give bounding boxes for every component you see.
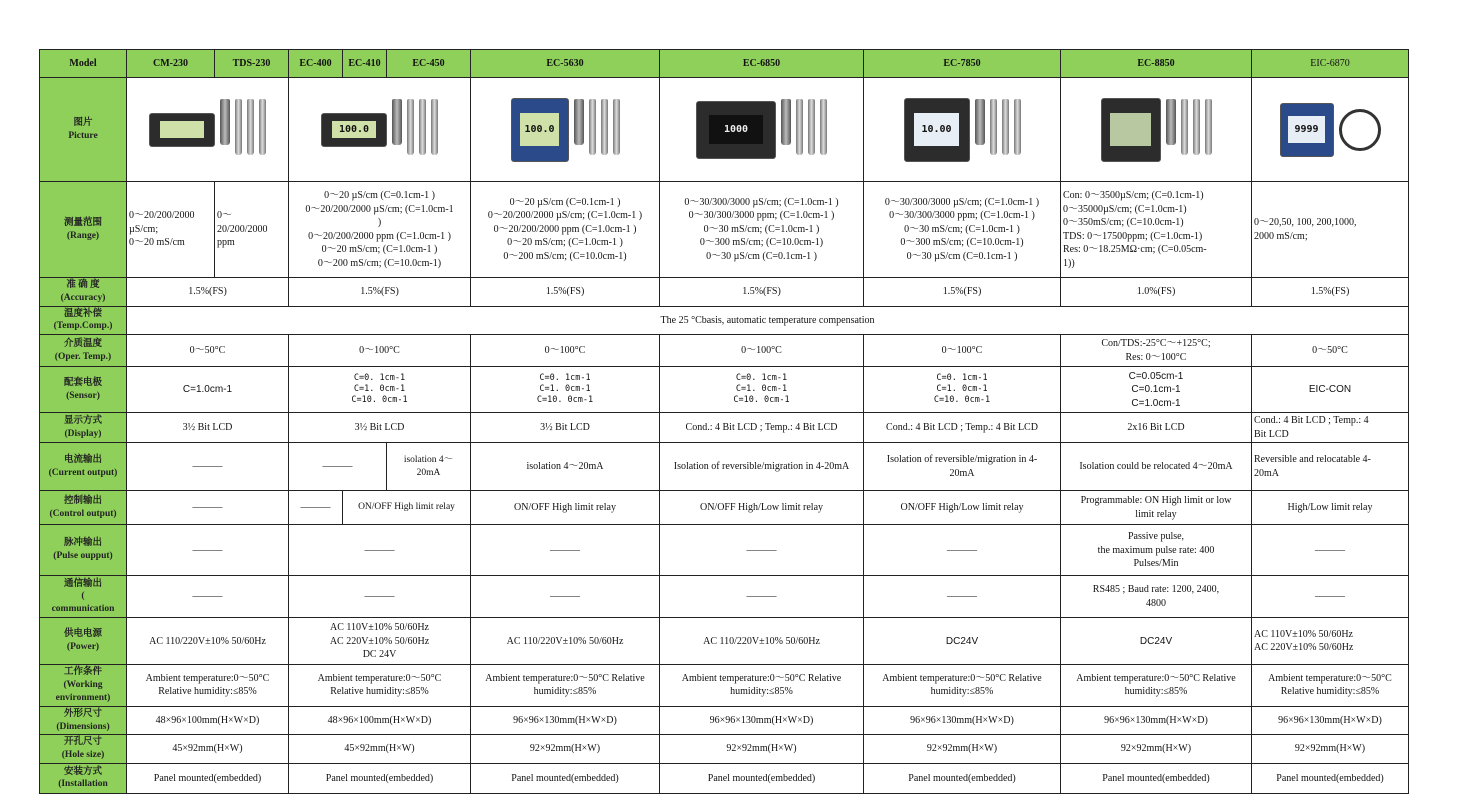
pulse-cell: ———	[864, 525, 1061, 576]
oper-temp-cell: 0～50°C	[127, 335, 289, 367]
pulse-cell: Passive pulse, the maximum pulse rate: 400 Pulses/Min	[1061, 525, 1252, 576]
picture-ec8850	[1061, 78, 1252, 182]
header-row	[40, 50, 1409, 78]
range-ec6850: 0～30/300/3000 µS/cm; (C=1.0cm-1 ) 0～30/300/3000 ppm; (C=1.0cm-1 ) 0～30 mS/cm; (C=1.0cm-1 ) 0～300 mS/cm; (C=10.0cm-1) 0～30 µS/cm (C=0.1cm-1 )	[660, 182, 864, 278]
current-cell: ———	[289, 443, 387, 491]
row-label-accuracy: 准 确 度 (Accuracy)	[40, 278, 127, 307]
row-label-range: 测量范围 (Range)	[40, 182, 127, 278]
power-cell: AC 110/220V±10% 50/60Hz	[660, 618, 864, 665]
range-ec5630: 0～20 µS/cm (C=0.1cm-1 ) 0～20/200/2000 µS/cm; (C=1.0cm-1 ) 0～20/200/2000 ppm (C=1.0cm-1 ) 0～20 mS/cm; (C=1.0cm-1 ) 0～200 mS/cm; (C=10.0cm-1)	[471, 182, 660, 278]
working-cell: Ambient temperature:0～50°C Relative humidity:≤85%	[1061, 665, 1252, 706]
comm-cell: ———	[471, 576, 660, 618]
pulse-cell: ———	[660, 525, 864, 576]
comm-cell: ———	[660, 576, 864, 618]
current-cell: Isolation could be relocated 4～20mA	[1061, 443, 1252, 491]
model-ec8850: EC-8850	[1061, 50, 1252, 78]
sensor-cell: C=0. 1cm-1 C=1. 0cm-1 C=10. 0cm-1	[660, 367, 864, 413]
hole-cell: 45×92mm(H×W)	[127, 735, 289, 764]
picture-ec5630	[471, 78, 660, 182]
installation-cell: Panel mounted(embedded)	[127, 763, 289, 793]
model-ec6850: EC-6850	[660, 50, 864, 78]
display-cell: Cond.: 4 Bit LCD ; Temp.: 4 Bit LCD	[1252, 413, 1409, 443]
control-cell: ———	[289, 491, 343, 525]
current-cell: isolation 4～20mA	[471, 443, 660, 491]
hole-cell: 92×92mm(H×W)	[471, 735, 660, 764]
picture-ec6850	[660, 78, 864, 182]
range-eic6870: 0～20,50, 100, 200,1000, 2000 mS/cm;	[1252, 182, 1409, 278]
display-cell: 3½ Bit LCD	[471, 413, 660, 443]
accuracy-cell: 1.5%(FS)	[864, 278, 1061, 307]
row-label-power: 供电电源 (Power)	[40, 618, 127, 665]
range-cm230: 0～20/200/2000 µS/cm; 0～20 mS/cm	[127, 182, 215, 278]
sensor-cell: C=0.05cm-1 C=0.1cm-1 C=1.0cm-1	[1061, 367, 1252, 413]
row-label-sensor: 配套电极 (Sensor)	[40, 367, 127, 413]
current-cell: Isolation of reversible/migration in 4-20mA	[660, 443, 864, 491]
installation-cell: Panel mounted(embedded)	[289, 763, 471, 793]
row-label-working: 工作条件 (Working environment)	[40, 665, 127, 706]
display-row	[40, 413, 1409, 443]
range-row	[40, 182, 1409, 278]
probe-image	[975, 99, 1021, 161]
installation-row	[40, 763, 1409, 793]
accuracy-cell: 1.0%(FS)	[1061, 278, 1252, 307]
picture-cm230	[127, 78, 289, 182]
current-cell: Isolation of reversible/migration in 4- 20mA	[864, 443, 1061, 491]
row-label-pulse: 脉冲输出 (Pulse oupput)	[40, 525, 127, 576]
picture-ec7850	[864, 78, 1061, 182]
comm-cell: ———	[1252, 576, 1409, 618]
pulse-cell: ———	[127, 525, 289, 576]
range-ec7850: 0～30/300/3000 µS/cm; (C=1.0cm-1 ) 0～30/300/3000 ppm; (C=1.0cm-1 ) 0～30 mS/cm; (C=1.0cm-1 ) 0～300 mS/cm; (C=10.0cm-1) 0～30 µS/cm (C=0.1cm-1 )	[864, 182, 1061, 278]
comm-cell: ———	[289, 576, 471, 618]
comm-cell: RS485 ; Baud rate: 1200, 2400, 4800	[1061, 576, 1252, 618]
working-cell: Ambient temperature:0～50°C Relative humidity:≤85%	[127, 665, 289, 706]
row-label-temp-comp: 温度补偿 (Temp.Comp.)	[40, 306, 127, 335]
row-label-hole: 开孔尺寸 (Hole size)	[40, 735, 127, 764]
installation-cell: Panel mounted(embedded)	[471, 763, 660, 793]
hole-cell: 92×92mm(H×W)	[1061, 735, 1252, 764]
control-cell: ———	[127, 491, 289, 525]
hole-cell: 92×92mm(H×W)	[864, 735, 1061, 764]
sensor-cell: EIC-CON	[1252, 367, 1409, 413]
spec-table	[39, 49, 1409, 794]
accuracy-cell: 1.5%(FS)	[127, 278, 289, 307]
probe-image	[1166, 99, 1212, 161]
current-cell: isolation 4～ 20mA	[387, 443, 471, 491]
probe-image	[220, 99, 266, 161]
installation-cell: Panel mounted(embedded)	[660, 763, 864, 793]
temp-comp-row	[40, 306, 1409, 335]
working-cell: Ambient temperature:0～50°C Relative humidity:≤85%	[471, 665, 660, 706]
model-cm230: CM-230	[127, 50, 215, 78]
accuracy-cell: 1.5%(FS)	[471, 278, 660, 307]
comm-cell: ———	[127, 576, 289, 618]
meter-image	[1101, 98, 1161, 162]
accuracy-row	[40, 278, 1409, 307]
row-label-communication: 通信输出 ( communication	[40, 576, 127, 618]
power-cell: AC 110V±10% 50/60Hz AC 220V±10% 50/60Hz	[1252, 618, 1409, 665]
range-ec8850: Con: 0～3500µS/cm; (C=0.1cm-1) 0～35000µS/cm; (C=1.0cm-1) 0～350mS/cm; (C=10.0cm-1) TDS: 0～17500ppm; (C=1.0cm-1) Res: 0～18.25MΩ·cm; (C=0.05cm- 1))	[1061, 182, 1252, 278]
picture-ec400	[289, 78, 471, 182]
power-cell: DC24V	[864, 618, 1061, 665]
control-cell: ON/OFF High limit relay	[471, 491, 660, 525]
control-cell: ON/OFF High/Low limit relay	[864, 491, 1061, 525]
working-cell: Ambient temperature:0～50°C Relative humidity:≤85%	[864, 665, 1061, 706]
probe-image	[781, 99, 827, 161]
model-header: Model	[40, 50, 127, 78]
display-cell: Cond.: 4 Bit LCD ; Temp.: 4 Bit LCD	[660, 413, 864, 443]
working-cell: Ambient temperature:0～50°C Relative humidity:≤85%	[1252, 665, 1409, 706]
cable-sensor-image	[1339, 109, 1381, 151]
row-label-display: 显示方式 (Display)	[40, 413, 127, 443]
hole-size-row	[40, 735, 1409, 764]
control-cell: ON/OFF High limit relay	[343, 491, 471, 525]
installation-cell: Panel mounted(embedded)	[864, 763, 1061, 793]
range-tds230: 0～ 20/200/2000 ppm	[215, 182, 289, 278]
dimensions-cell: 48×96×100mm(H×W×D)	[289, 706, 471, 735]
row-label-oper-temp: 介质温度 (Oper. Temp.)	[40, 335, 127, 367]
communication-row	[40, 576, 1409, 618]
model-ec410: EC-410	[343, 50, 387, 78]
accuracy-cell: 1.5%(FS)	[1252, 278, 1409, 307]
control-output-row	[40, 491, 1409, 525]
display-cell: 3½ Bit LCD	[289, 413, 471, 443]
power-cell: AC 110/220V±10% 50/60Hz	[471, 618, 660, 665]
control-cell: Programmable: ON High limit or low limit relay	[1061, 491, 1252, 525]
meter-image: 100.0	[321, 113, 387, 147]
power-cell: DC24V	[1061, 618, 1252, 665]
row-label-installation: 安装方式 (Installation	[40, 763, 127, 793]
sensor-cell: C=0. 1cm-1 C=1. 0cm-1 C=10. 0cm-1	[289, 367, 471, 413]
accuracy-cell: 1.5%(FS)	[289, 278, 471, 307]
row-label-dimensions: 外形尺寸 (Dimensions)	[40, 706, 127, 735]
comm-cell: ———	[864, 576, 1061, 618]
pulse-cell: ———	[1252, 525, 1409, 576]
meter-image: 10.00	[904, 98, 970, 162]
model-ec400: EC-400	[289, 50, 343, 78]
meter-image: 100.0	[511, 98, 569, 162]
hole-cell: 92×92mm(H×W)	[660, 735, 864, 764]
installation-cell: Panel mounted(embedded)	[1252, 763, 1409, 793]
dimensions-cell: 96×96×130mm(H×W×D)	[1061, 706, 1252, 735]
dimensions-cell: 96×96×130mm(H×W×D)	[1252, 706, 1409, 735]
dimensions-cell: 48×96×100mm(H×W×D)	[127, 706, 289, 735]
power-cell: AC 110/220V±10% 50/60Hz	[127, 618, 289, 665]
meter-image	[149, 113, 215, 147]
control-cell: ON/OFF High/Low limit relay	[660, 491, 864, 525]
hole-cell: 45×92mm(H×W)	[289, 735, 471, 764]
picture-row	[40, 78, 1409, 182]
power-cell: AC 110V±10% 50/60Hz AC 220V±10% 50/60Hz DC 24V	[289, 618, 471, 665]
display-cell: 2x16 Bit LCD	[1061, 413, 1252, 443]
sensor-cell: C=1.0cm-1	[127, 367, 289, 413]
dimensions-cell: 96×96×130mm(H×W×D)	[471, 706, 660, 735]
model-eic6870: EIC-6870	[1252, 50, 1409, 78]
meter-image: 9999	[1280, 103, 1334, 157]
oper-temp-row	[40, 335, 1409, 367]
row-label-picture: 图片 Picture	[40, 78, 127, 182]
display-cell: 3½ Bit LCD	[127, 413, 289, 443]
model-ec7850: EC-7850	[864, 50, 1061, 78]
sensor-cell: C=0. 1cm-1 C=1. 0cm-1 C=10. 0cm-1	[864, 367, 1061, 413]
oper-temp-cell: 0～100°C	[660, 335, 864, 367]
oper-temp-cell: 0～100°C	[864, 335, 1061, 367]
pulse-output-row	[40, 525, 1409, 576]
model-ec5630: EC-5630	[471, 50, 660, 78]
hole-cell: 92×92mm(H×W)	[1252, 735, 1409, 764]
current-cell: ———	[127, 443, 289, 491]
power-row	[40, 618, 1409, 665]
working-cell: Ambient temperature:0～50°C Relative humidity:≤85%	[289, 665, 471, 706]
dimensions-row	[40, 706, 1409, 735]
probe-image	[574, 99, 620, 161]
pulse-cell: ———	[289, 525, 471, 576]
row-label-current: 电流输出 (Current output)	[40, 443, 127, 491]
oper-temp-cell: Con/TDS:-25°C～+125°C; Res: 0～100°C	[1061, 335, 1252, 367]
probe-image	[392, 99, 438, 161]
current-cell: Reversible and relocatable 4- 20mA	[1252, 443, 1409, 491]
model-tds230: TDS-230	[215, 50, 289, 78]
display-cell: Cond.: 4 Bit LCD ; Temp.: 4 Bit LCD	[864, 413, 1061, 443]
accuracy-cell: 1.5%(FS)	[660, 278, 864, 307]
row-label-control: 控制输出 (Control output)	[40, 491, 127, 525]
model-ec450: EC-450	[387, 50, 471, 78]
current-output-row	[40, 443, 1409, 491]
working-cell: Ambient temperature:0～50°C Relative humidity:≤85%	[660, 665, 864, 706]
range-ec400: 0～20 µS/cm (C=0.1cm-1 ) 0～20/200/2000 µS/cm; (C=1.0cm-1 ) 0～20/200/2000 ppm (C=1.0cm-1 ) 0～20 mS/cm; (C=1.0cm-1 ) 0～200 mS/cm; (C=10.0cm-1)	[289, 182, 471, 278]
temp-comp-cell: The 25 °Cbasis, automatic temperature compensation	[127, 306, 1409, 335]
sensor-row	[40, 367, 1409, 413]
meter-image: 1000	[696, 101, 776, 159]
pulse-cell: ———	[471, 525, 660, 576]
working-row	[40, 665, 1409, 706]
sensor-cell: C=0. 1cm-1 C=1. 0cm-1 C=10. 0cm-1	[471, 367, 660, 413]
dimensions-cell: 96×96×130mm(H×W×D)	[660, 706, 864, 735]
installation-cell: Panel mounted(embedded)	[1061, 763, 1252, 793]
picture-eic6870	[1252, 78, 1409, 182]
oper-temp-cell: 0～100°C	[289, 335, 471, 367]
dimensions-cell: 96×96×130mm(H×W×D)	[864, 706, 1061, 735]
oper-temp-cell: 0～100°C	[471, 335, 660, 367]
control-cell: High/Low limit relay	[1252, 491, 1409, 525]
oper-temp-cell: 0～50°C	[1252, 335, 1409, 367]
